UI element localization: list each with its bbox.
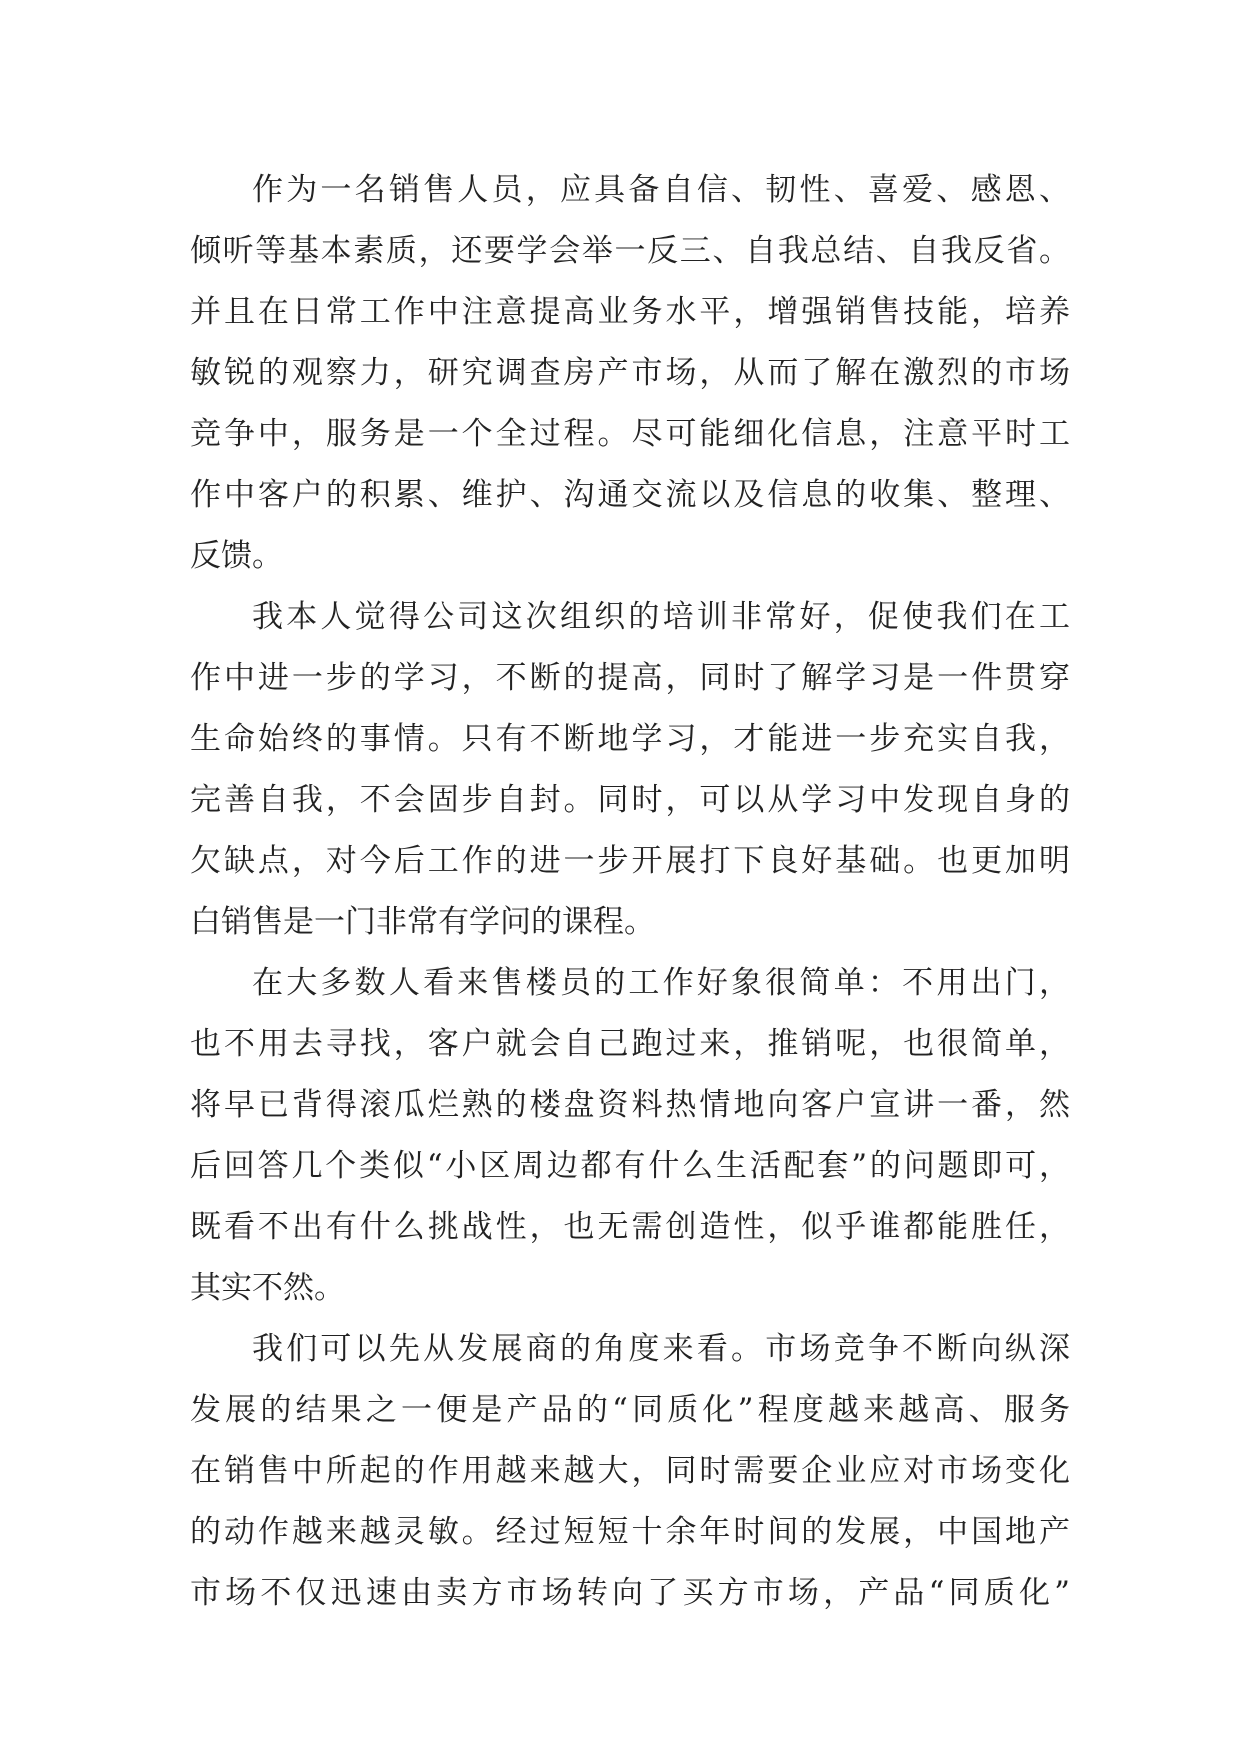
paragraph-line: 也不用去寻找，客户就会自己跑过来，推销呢，也很简单， bbox=[190, 1026, 1070, 1062]
paragraph-line: 发展的结果之一便是产品的“同质化”程度越来越高、服务 bbox=[190, 1392, 1070, 1428]
paragraph-line: 生命始终的事情。只有不断地学习，才能进一步充实自我， bbox=[190, 721, 1070, 757]
paragraph-line: 敏锐的观察力，研究调查房产市场，从而了解在激烈的市场 bbox=[190, 355, 1070, 391]
paragraph-line: 竞争中，服务是一个全过程。尽可能细化信息，注意平时工 bbox=[190, 416, 1070, 452]
paragraph-line: 白销售是一门非常有学问的课程。 bbox=[190, 904, 655, 940]
paragraph-line: 我本人觉得公司这次组织的培训非常好，促使我们在工 bbox=[252, 599, 1070, 635]
paragraph-line: 其实不然。 bbox=[190, 1270, 345, 1306]
paragraph-line: 将早已背得滚瓜烂熟的楼盘资料热情地向客户宣讲一番，然 bbox=[190, 1087, 1070, 1123]
paragraph-line: 作为一名销售人员，应具备自信、韧性、喜爱、感恩、 bbox=[252, 172, 1070, 208]
paragraph-1 bbox=[190, 160, 1070, 587]
paragraph-line: 市场不仅迅速由卖方市场转向了买方市场，产品“同质化” bbox=[190, 1575, 1070, 1611]
paragraph-line: 完善自我，不会固步自封。同时，可以从学习中发现自身的 bbox=[190, 782, 1070, 818]
paragraph-3 bbox=[190, 953, 1070, 1319]
paragraph-line: 的动作越来越灵敏。经过短短十余年时间的发展，中国地产 bbox=[190, 1514, 1070, 1550]
paragraph-4 bbox=[190, 1319, 1070, 1624]
document-body bbox=[190, 160, 1070, 1624]
paragraph-line: 在大多数人看来售楼员的工作好象很简单：不用出门， bbox=[252, 965, 1070, 1001]
paragraph-line: 反馈。 bbox=[190, 538, 283, 574]
paragraph-line: 后回答几个类似“小区周边都有什么生活配套”的问题即可， bbox=[190, 1148, 1070, 1184]
paragraph-line: 作中客户的积累、维护、沟通交流以及信息的收集、整理、 bbox=[190, 477, 1070, 513]
paragraph-2 bbox=[190, 587, 1070, 953]
paragraph-line: 在销售中所起的作用越来越大，同时需要企业应对市场变化 bbox=[190, 1453, 1070, 1489]
paragraph-line: 我们可以先从发展商的角度来看。市场竞争不断向纵深 bbox=[252, 1331, 1070, 1367]
paragraph-line: 作中进一步的学习，不断的提高，同时了解学习是一件贯穿 bbox=[190, 660, 1070, 696]
paragraph-line: 倾听等基本素质，还要学会举一反三、自我总结、自我反省。 bbox=[190, 233, 1070, 269]
paragraph-line: 欠缺点，对今后工作的进一步开展打下良好基础。也更加明 bbox=[190, 843, 1070, 879]
paragraph-line: 并且在日常工作中注意提高业务水平，增强销售技能，培养 bbox=[190, 294, 1070, 330]
paragraph-line: 既看不出有什么挑战性，也无需创造性，似乎谁都能胜任， bbox=[190, 1209, 1070, 1245]
